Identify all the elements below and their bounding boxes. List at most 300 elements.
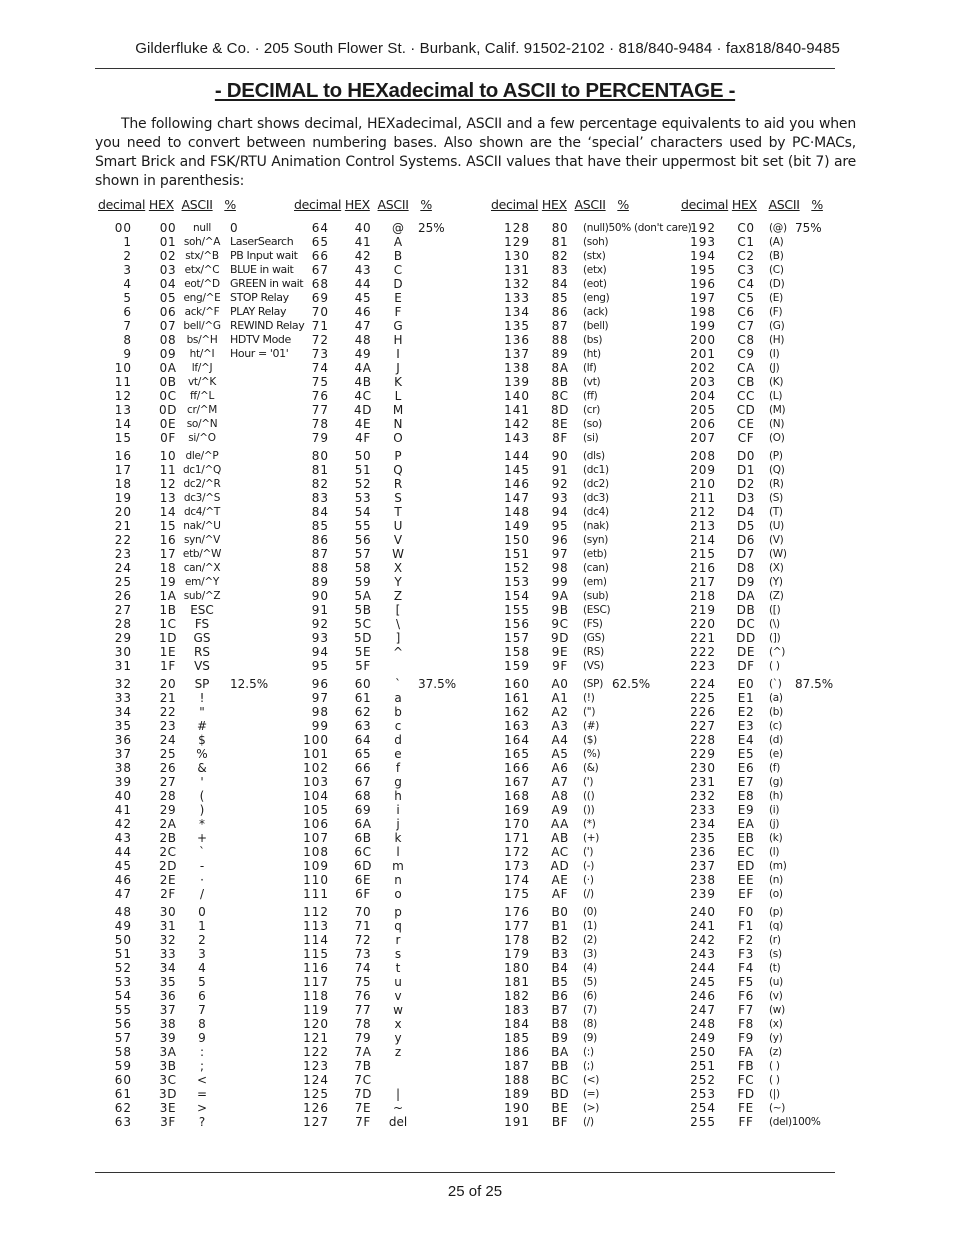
hex-value: FE xyxy=(738,1101,754,1115)
ascii-value: (") xyxy=(583,706,596,718)
decimal-value: 156 xyxy=(504,617,530,631)
table-row xyxy=(0,775,954,789)
hex-value: 6A xyxy=(354,817,372,831)
ascii-value: (dc1) xyxy=(583,464,609,476)
ascii-value: (u) xyxy=(769,976,783,988)
decimal-value: 138 xyxy=(504,361,530,375)
hex-value: DA xyxy=(736,589,756,603)
decimal-value: 56 xyxy=(114,1017,132,1031)
decimal-value: 111 xyxy=(303,887,329,901)
decimal-value: 97 xyxy=(311,691,329,705)
ascii-value: ' xyxy=(200,775,204,789)
hex-value: 6D xyxy=(353,859,373,873)
decimal-value: 14 xyxy=(114,417,132,431)
hex-value: B7 xyxy=(551,1003,569,1017)
decimal-value: 110 xyxy=(303,873,329,887)
ascii-value: null xyxy=(193,222,211,234)
ascii-value: · xyxy=(200,873,204,887)
hex-value: 87 xyxy=(551,319,569,333)
decimal-value: 198 xyxy=(690,305,716,319)
decimal-value: 73 xyxy=(311,347,329,361)
decimal-value: 106 xyxy=(303,817,329,831)
hex-value: DD xyxy=(736,631,756,645)
ascii-value: (#) xyxy=(583,720,600,732)
column-headers-2 xyxy=(294,197,432,212)
ascii-value: (0) xyxy=(583,906,597,918)
decimal-value: 157 xyxy=(504,631,530,645)
hex-value: 58 xyxy=(354,561,372,575)
hex-value: EC xyxy=(737,845,755,859)
hex-value: 31 xyxy=(159,919,177,933)
hex-value: 27 xyxy=(159,775,177,789)
decimal-value: 133 xyxy=(504,291,530,305)
ascii-value: ) xyxy=(199,803,205,817)
decimal-value: 55 xyxy=(114,1003,132,1017)
decimal-value: 160 xyxy=(504,677,530,691)
decimal-value: 9 xyxy=(123,347,132,361)
decimal-value: 207 xyxy=(690,431,716,445)
decimal-value: 34 xyxy=(114,705,132,719)
decimal-value: 151 xyxy=(504,547,530,561)
decimal-value: 69 xyxy=(311,291,329,305)
hex-value: DF xyxy=(737,659,755,673)
special-note: Hour = '01' xyxy=(230,347,289,360)
ascii-value: / xyxy=(199,887,205,901)
decimal-value: 86 xyxy=(311,533,329,547)
decimal-value: 48 xyxy=(114,905,132,919)
hex-value: 88 xyxy=(551,333,569,347)
hex-value: 5E xyxy=(354,645,372,659)
table-row xyxy=(0,589,954,603)
hex-value: 55 xyxy=(354,519,372,533)
hex-value: 19 xyxy=(159,575,177,589)
table-row xyxy=(0,659,954,673)
hex-value: F1 xyxy=(738,919,754,933)
decimal-value: 191 xyxy=(504,1115,530,1129)
table-row xyxy=(0,575,954,589)
ascii-value: [ xyxy=(395,603,401,617)
hex-value: 64 xyxy=(354,733,372,747)
hex-value: 61 xyxy=(354,691,372,705)
decimal-value: 25 xyxy=(114,575,132,589)
ascii-value: d xyxy=(394,733,402,747)
ascii-value: (<) xyxy=(583,1074,600,1086)
percent-value: 12.5% xyxy=(230,677,269,691)
ascii-value: (-) xyxy=(583,860,595,872)
decimal-value: 113 xyxy=(303,919,329,933)
column-headers-1 xyxy=(98,197,236,212)
decimal-value: 182 xyxy=(504,989,530,1003)
ascii-value: Z xyxy=(393,589,403,603)
ascii-value: (i) xyxy=(769,804,780,816)
hex-value: EA xyxy=(737,817,755,831)
decimal-value: 84 xyxy=(311,505,329,519)
hex-value: 44 xyxy=(354,277,372,291)
hex-value: 7E xyxy=(354,1101,372,1115)
hex-value: FF xyxy=(738,1115,754,1129)
hex-value: D0 xyxy=(736,449,756,463)
ascii-value: (/) xyxy=(583,1116,594,1128)
hex-value: 3B xyxy=(159,1059,177,1073)
decimal-value: 21 xyxy=(114,519,132,533)
hex-value: E5 xyxy=(737,747,755,761)
ascii-value: (c) xyxy=(769,720,783,732)
hex-value: EE xyxy=(737,873,755,887)
ascii-value: c xyxy=(394,719,402,733)
hex-value: FD xyxy=(737,1087,755,1101)
hex-value: AF xyxy=(551,887,569,901)
decimal-value: 142 xyxy=(504,417,530,431)
hex-value: 4B xyxy=(354,375,372,389)
hex-value: AA xyxy=(551,817,569,831)
decimal-value: 20 xyxy=(114,505,132,519)
hex-value: 26 xyxy=(159,761,177,775)
hex-value: 1A xyxy=(159,589,177,603)
ascii-value: 1 xyxy=(198,919,206,933)
ascii-value: (') xyxy=(583,776,594,788)
hex-value: FA xyxy=(738,1045,754,1059)
table-row xyxy=(0,319,954,333)
ascii-value: ! xyxy=(199,691,205,705)
decimal-value: 1 xyxy=(123,235,132,249)
decimal-value: 58 xyxy=(114,1045,132,1059)
decimal-value: 194 xyxy=(690,249,716,263)
ascii-value: (R) xyxy=(769,478,784,490)
decimal-value: 78 xyxy=(311,417,329,431)
decimal-value: 184 xyxy=(504,1017,530,1031)
ascii-value: (j) xyxy=(769,818,780,830)
decimal-value: 204 xyxy=(690,389,716,403)
hex-value: 50 xyxy=(354,449,372,463)
hex-value: 0D xyxy=(158,403,178,417)
hex-value: D5 xyxy=(736,519,756,533)
ascii-value: so/^N xyxy=(186,418,218,430)
table-row xyxy=(0,859,954,873)
hex-value: BF xyxy=(551,1115,569,1129)
decimal-value: 36 xyxy=(114,733,132,747)
hex-value: 46 xyxy=(354,305,372,319)
table-row xyxy=(0,1003,954,1017)
ascii-value: (etb) xyxy=(583,548,607,560)
ascii-value: (cr) xyxy=(583,404,601,416)
hex-value: 96 xyxy=(551,533,569,547)
ascii-value: @ xyxy=(392,221,404,235)
hex-value: 4F xyxy=(355,431,371,445)
hex-value: 2F xyxy=(160,887,176,901)
hex-value: 13 xyxy=(159,491,177,505)
decimal-value: 126 xyxy=(303,1101,329,1115)
hex-value: 5C xyxy=(354,617,372,631)
hex-value: 59 xyxy=(354,575,372,589)
hex-value: F4 xyxy=(738,961,754,975)
hex-value: 01 xyxy=(159,235,177,249)
ascii-value: ; xyxy=(199,1059,205,1073)
ascii-value: (GS) xyxy=(583,632,605,644)
ascii-value: vt/^K xyxy=(187,376,217,388)
decimal-value: 165 xyxy=(504,747,530,761)
ascii-value: (h) xyxy=(769,790,783,802)
decimal-value: 121 xyxy=(303,1031,329,1045)
table-row xyxy=(0,789,954,803)
hex-value: 3C xyxy=(159,1073,177,1087)
col-ascii: ASCII xyxy=(768,197,800,212)
ascii-value: (() xyxy=(583,790,595,802)
decimal-value: 37 xyxy=(114,747,132,761)
decimal-value: 215 xyxy=(690,547,716,561)
decimal-value: 30 xyxy=(114,645,132,659)
hex-value: 48 xyxy=(354,333,372,347)
ascii-value: > xyxy=(196,1101,208,1115)
hex-value: 0F xyxy=(160,431,176,445)
decimal-value: 201 xyxy=(690,347,716,361)
ascii-value: (can) xyxy=(583,562,609,574)
decimal-value: 45 xyxy=(114,859,132,873)
decimal-value: 119 xyxy=(303,1003,329,1017)
decimal-value: 51 xyxy=(114,947,132,961)
ascii-value: (v) xyxy=(769,990,783,1002)
decimal-value: 66 xyxy=(311,249,329,263)
hex-value: A6 xyxy=(551,761,569,775)
decimal-value: 116 xyxy=(303,961,329,975)
hex-value: 7D xyxy=(353,1087,373,1101)
hex-value: BC xyxy=(551,1073,569,1087)
table-row xyxy=(0,989,954,1003)
table-row xyxy=(0,561,954,575)
hex-value: 9E xyxy=(551,645,569,659)
hex-value: F7 xyxy=(738,1003,754,1017)
hex-value: 80 xyxy=(551,221,569,235)
table-row xyxy=(0,1059,954,1073)
hex-value: A7 xyxy=(551,775,569,789)
decimal-value: 71 xyxy=(311,319,329,333)
decimal-value: 76 xyxy=(311,389,329,403)
hex-value: 57 xyxy=(354,547,372,561)
ascii-value: R xyxy=(393,477,403,491)
hex-value: 02 xyxy=(159,249,177,263)
ascii-value: (q) xyxy=(769,920,783,932)
decimal-value: 120 xyxy=(303,1017,329,1031)
hex-value: AC xyxy=(551,845,569,859)
hex-value: 5B xyxy=(354,603,372,617)
ascii-value: ( ) xyxy=(769,660,780,672)
ascii-value: < xyxy=(196,1073,208,1087)
ascii-value: C xyxy=(393,263,403,277)
hex-value: 78 xyxy=(354,1017,372,1031)
ascii-value: n xyxy=(394,873,402,887)
decimal-value: 57 xyxy=(114,1031,132,1045)
decimal-value: 220 xyxy=(690,617,716,631)
decimal-value: 47 xyxy=(114,887,132,901)
decimal-value: 236 xyxy=(690,845,716,859)
ascii-value: ( ) xyxy=(769,1060,780,1072)
ascii-value: (X) xyxy=(769,562,784,574)
hex-value: A9 xyxy=(551,803,569,817)
hex-value: FC xyxy=(737,1073,755,1087)
ascii-value: J xyxy=(396,361,400,375)
ascii-value: (si) xyxy=(583,432,599,444)
col-decimal: decimal xyxy=(681,197,729,212)
hex-value: E6 xyxy=(737,761,755,775)
hex-value: 32 xyxy=(159,933,177,947)
decimal-value: 98 xyxy=(311,705,329,719)
table-row xyxy=(0,491,954,505)
hex-value: D4 xyxy=(736,505,756,519)
ascii-value: 5 xyxy=(198,975,206,989)
col-percent: % xyxy=(224,197,236,212)
ascii-value: (>) xyxy=(583,1102,600,1114)
decimal-value: 179 xyxy=(504,947,530,961)
ascii-value: SP xyxy=(194,677,210,691)
hex-value: 24 xyxy=(159,733,177,747)
column-headers-3 xyxy=(491,197,629,212)
hex-value: 98 xyxy=(551,561,569,575)
ascii-value: g xyxy=(394,775,402,789)
ascii-value: (N) xyxy=(769,418,785,430)
special-note: STOP Relay xyxy=(230,291,289,304)
ascii-value: FS xyxy=(194,617,210,631)
footer-rule xyxy=(95,1172,835,1173)
decimal-value: 186 xyxy=(504,1045,530,1059)
table-row xyxy=(0,291,954,305)
table-row xyxy=(0,747,954,761)
decimal-value: 88 xyxy=(311,561,329,575)
percent-value: 62.5% xyxy=(612,677,651,691)
hex-value: AB xyxy=(551,831,569,845)
hex-value: 4A xyxy=(354,361,372,375)
decimal-value: 141 xyxy=(504,403,530,417)
intro-paragraph: The following chart shows decimal, HEXadecimal, ASCII and a few percentage equivalents to aid you when you need to convert between numbering bases. Also shown are the ‘special’ characters used by PC·MACs, Smart Brick and FSK/RTU Animation Control Systems. ASCII values that have their uppermost bit set (bit 7) are shown in parenthesis: xyxy=(95,116,856,189)
ascii-value: stx/^B xyxy=(185,250,219,262)
decimal-value: 112 xyxy=(303,905,329,919)
decimal-value: 83 xyxy=(311,491,329,505)
decimal-value: 89 xyxy=(311,575,329,589)
hex-value: 7B xyxy=(354,1059,372,1073)
ascii-value: sub/^Z xyxy=(183,590,221,602)
ascii-value: eot/^D xyxy=(184,278,220,290)
col-decimal: decimal xyxy=(294,197,342,212)
ascii-value: I xyxy=(396,347,400,361)
decimal-value: 180 xyxy=(504,961,530,975)
hex-value: 3D xyxy=(158,1087,178,1101)
table-row xyxy=(0,519,954,533)
decimal-value: 29 xyxy=(114,631,132,645)
table-row xyxy=(0,975,954,989)
ascii-value: s xyxy=(394,947,402,961)
decimal-value: 153 xyxy=(504,575,530,589)
decimal-value: 77 xyxy=(311,403,329,417)
decimal-value: 12 xyxy=(114,389,132,403)
hex-value: 6C xyxy=(354,845,372,859)
decimal-value: 125 xyxy=(303,1087,329,1101)
decimal-value: 60 xyxy=(114,1073,132,1087)
ascii-value: (nak) xyxy=(583,520,609,532)
col-ascii: ASCII xyxy=(574,197,606,212)
decimal-value: 232 xyxy=(690,789,716,803)
decimal-value: 131 xyxy=(504,263,530,277)
ascii-value: (B) xyxy=(769,250,784,262)
ascii-value: N xyxy=(393,417,403,431)
decimal-value: 225 xyxy=(690,691,716,705)
ascii-value: (a) xyxy=(769,692,783,704)
col-hex: HEX xyxy=(731,197,757,212)
ascii-value: L xyxy=(394,389,402,403)
hex-value: 0B xyxy=(159,375,177,389)
ascii-value: VS xyxy=(194,659,210,673)
ascii-value: ESC xyxy=(190,603,214,617)
hex-value: 1F xyxy=(160,659,176,673)
decimal-value: 230 xyxy=(690,761,716,775)
ascii-value: (W) xyxy=(769,548,787,560)
decimal-value: 149 xyxy=(504,519,530,533)
decimal-value: 146 xyxy=(504,477,530,491)
decimal-value: 8 xyxy=(123,333,132,347)
hex-value: 20 xyxy=(159,677,177,691)
ascii-value: (etx) xyxy=(583,264,607,276)
hex-value: 8D xyxy=(550,403,570,417)
hex-value: 4D xyxy=(353,403,373,417)
ascii-value: (9) xyxy=(583,1032,597,1044)
ascii-value: (t) xyxy=(769,962,781,974)
ascii-value: (r) xyxy=(769,934,781,946)
hex-value: F9 xyxy=(738,1031,754,1045)
ascii-value: ( xyxy=(199,789,205,803)
ascii-value: 4 xyxy=(198,961,206,975)
hex-value: D3 xyxy=(736,491,756,505)
ascii-value: (stx) xyxy=(583,250,606,262)
table-row xyxy=(0,1101,954,1115)
hex-value: A3 xyxy=(551,719,569,733)
decimal-value: 74 xyxy=(311,361,329,375)
ascii-value: ($) xyxy=(583,734,597,746)
decimal-value: 183 xyxy=(504,1003,530,1017)
hex-value: B2 xyxy=(551,933,569,947)
hex-value: 6E xyxy=(354,873,372,887)
ascii-value: (Z) xyxy=(769,590,784,602)
table-row xyxy=(0,221,954,235)
ascii-value: (n) xyxy=(769,874,783,886)
ascii-value: (J) xyxy=(769,362,780,374)
decimal-value: 247 xyxy=(690,1003,716,1017)
ascii-value: m xyxy=(392,859,404,873)
hex-value: E9 xyxy=(737,803,755,817)
ascii-value: (w) xyxy=(769,1004,785,1016)
decimal-value: 240 xyxy=(690,905,716,919)
table-row xyxy=(0,947,954,961)
ascii-value: (m) xyxy=(769,860,787,872)
hex-value: 60 xyxy=(354,677,372,691)
ascii-value: (L) xyxy=(769,390,783,402)
hex-value: 5D xyxy=(353,631,373,645)
ascii-value: j xyxy=(396,817,400,831)
ascii-value: & xyxy=(197,761,207,775)
decimal-value: 144 xyxy=(504,449,530,463)
hex-value: 1C xyxy=(159,617,177,631)
decimal-value: 185 xyxy=(504,1031,530,1045)
ascii-value: (3) xyxy=(583,948,597,960)
hex-value: 39 xyxy=(159,1031,177,1045)
hex-value: D8 xyxy=(736,561,756,575)
hex-value: BB xyxy=(551,1059,569,1073)
table-row xyxy=(0,277,954,291)
decimal-value: 103 xyxy=(303,775,329,789)
decimal-value: 245 xyxy=(690,975,716,989)
special-note: REWIND Relay xyxy=(230,319,305,332)
table-row xyxy=(0,235,954,249)
special-note: BLUE in wait xyxy=(230,263,294,276)
decimal-value: 105 xyxy=(303,803,329,817)
ascii-value: a xyxy=(394,691,402,705)
decimal-value: 242 xyxy=(690,933,716,947)
